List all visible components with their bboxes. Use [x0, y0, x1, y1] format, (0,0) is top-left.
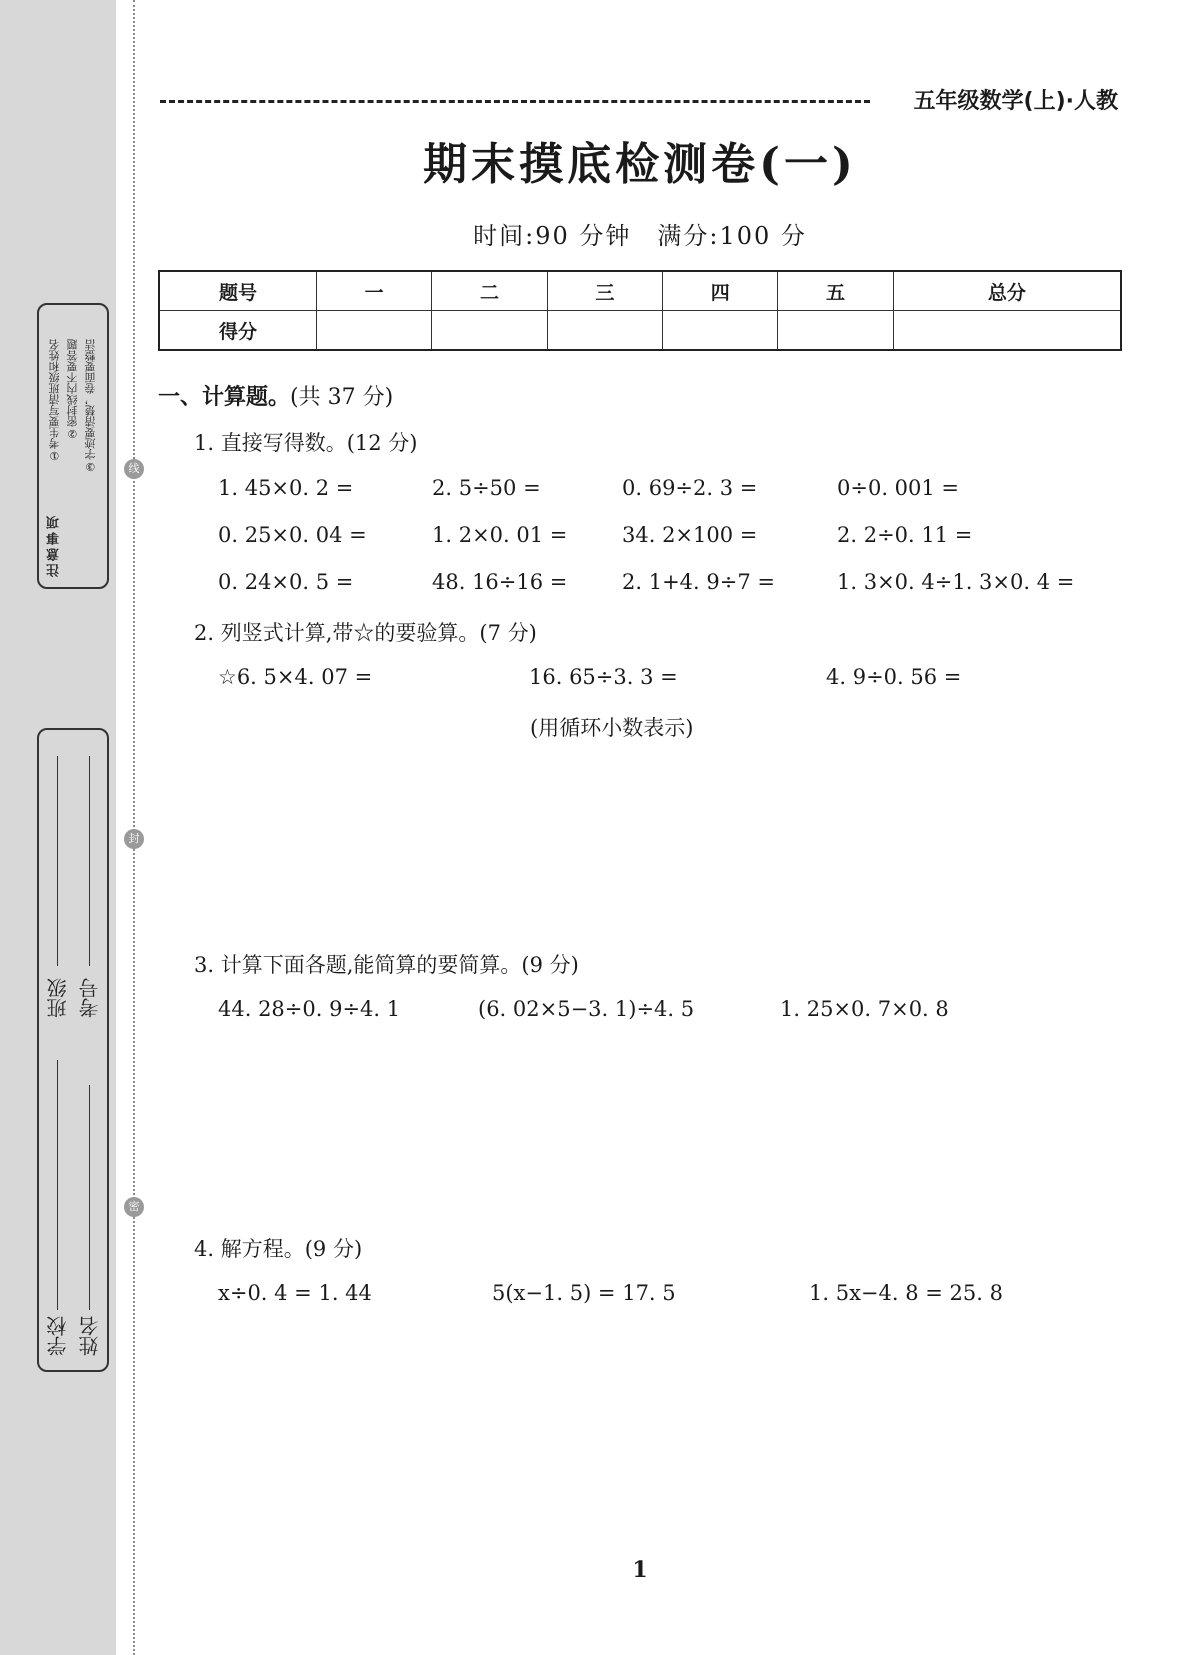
column-total: 总分	[893, 271, 1121, 311]
q1-item-4: 0÷0. 001 =	[837, 476, 960, 500]
q1-item-3: 0. 69÷2. 3 =	[622, 476, 758, 500]
notice-item-1: ①考生要写清班级和姓名	[48, 339, 61, 462]
class-field[interactable]	[57, 756, 58, 966]
score-table	[158, 270, 1122, 351]
q2-note: (用循环小数表示)	[530, 716, 694, 740]
exam-no-label: 考号	[78, 978, 102, 1018]
q1-item-5: 0. 25×0. 04 =	[218, 523, 367, 547]
question-number-label: 题号	[159, 271, 317, 311]
q2-title: 2. 列竖式计算,带☆的要验算。(7 分)	[194, 621, 537, 645]
column-2: 二	[432, 271, 547, 311]
header-dashed-rule	[160, 100, 870, 103]
score-table-score-row	[159, 311, 1121, 351]
column-5: 五	[778, 271, 893, 311]
q1-item-7: 34. 2×100 =	[622, 523, 758, 547]
q3-item-2: (6. 02×5−3. 1)÷4. 5	[478, 997, 695, 1021]
score-cell-5[interactable]	[778, 311, 893, 351]
q3-title: 3. 计算下面各题,能简算的要简算。(9 分)	[194, 953, 579, 977]
q4-title: 4. 解方程。(9 分)	[194, 1237, 363, 1261]
page-title: 期末摸底检测卷(一)	[423, 139, 857, 190]
q4-item-1: x÷0. 4 = 1. 44	[218, 1281, 372, 1305]
score-cell-total[interactable]	[893, 311, 1121, 351]
q1-item-1: 1. 45×0. 2 =	[218, 476, 354, 500]
column-3: 三	[547, 271, 662, 311]
column-4: 四	[663, 271, 778, 311]
q4-item-3: 1. 5x−4. 8 = 25. 8	[809, 1281, 1003, 1305]
notice-box	[37, 303, 109, 589]
section-1-title: 一、计算题。	[158, 385, 291, 410]
score-table-header-row	[159, 271, 1121, 311]
seal-mark-mi: 密	[124, 1197, 144, 1217]
score-label: 得分	[159, 311, 317, 351]
school-field[interactable]	[57, 1060, 58, 1310]
page-number: 1	[632, 1557, 648, 1583]
q1-item-9: 0. 24×0. 5 =	[218, 570, 354, 594]
name-label: 姓名	[78, 1316, 102, 1356]
q1-item-11: 2. 1+4. 9÷7 =	[622, 570, 775, 594]
q1-item-10: 48. 16÷16 =	[432, 570, 568, 594]
class-label: 班级	[46, 978, 70, 1018]
student-info-box	[37, 728, 109, 1372]
exam-meta: 时间:90 分钟 满分:100 分	[473, 222, 807, 250]
seal-mark-xian: 线	[124, 459, 144, 479]
q2-item-3: 4. 9÷0. 56 =	[826, 665, 962, 689]
notice-item-2: ②密封线内不要答题	[66, 339, 79, 440]
seal-mark-feng: 封	[124, 829, 144, 849]
score-cell-1[interactable]	[317, 311, 432, 351]
q4-item-2: 5(x−1. 5) = 17. 5	[492, 1281, 676, 1305]
q1-item-12: 1. 3×0. 4÷1. 3×0. 4 =	[837, 570, 1075, 594]
q1-item-2: 2. 5÷50 =	[432, 476, 541, 500]
section-1-heading	[158, 380, 393, 411]
score-cell-4[interactable]	[663, 311, 778, 351]
q2-item-2: 16. 65÷3. 3 =	[529, 665, 678, 689]
q2-item-1: ☆6. 5×4. 07 =	[218, 665, 373, 689]
q1-item-6: 1. 2×0. 01 =	[432, 523, 568, 547]
column-1: 一	[317, 271, 432, 311]
name-field[interactable]	[89, 1085, 90, 1310]
notice-item-3: ③字迹要清楚，卷面要整洁	[84, 339, 97, 473]
school-label: 学校	[46, 1316, 70, 1356]
q3-item-3: 1. 25×0. 7×0. 8	[780, 997, 949, 1021]
score-cell-2[interactable]	[432, 311, 547, 351]
exam-no-field[interactable]	[89, 756, 90, 966]
score-cell-3[interactable]	[547, 311, 662, 351]
series-label: 五年级数学(上)·人教	[913, 89, 1118, 114]
notice-title: 注意事项	[47, 513, 62, 577]
q1-title: 1. 直接写得数。(12 分)	[194, 431, 418, 455]
section-1-points: (共 37 分)	[290, 385, 394, 410]
q1-item-8: 2. 2÷0. 11 =	[837, 523, 973, 547]
q3-item-1: 44. 28÷0. 9÷4. 1	[218, 997, 401, 1021]
